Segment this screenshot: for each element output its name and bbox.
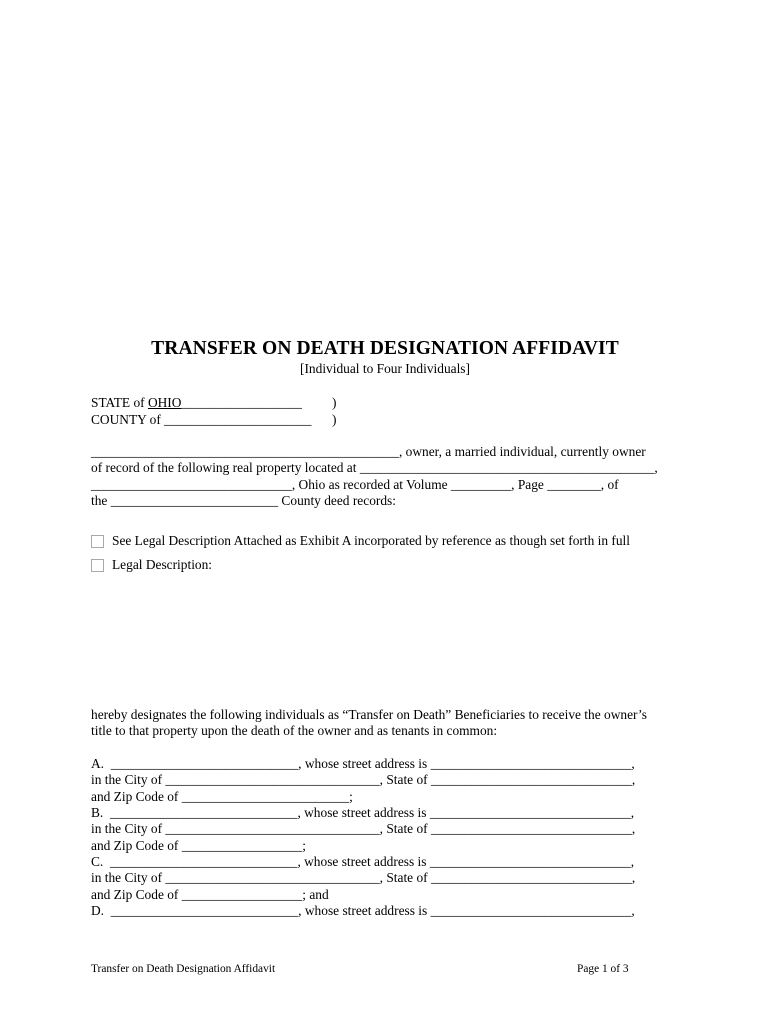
footer-title: Transfer on Death Designation Affidavit <box>91 963 276 975</box>
beneficiary-a-zip[interactable]: and Zip Code of _________________________; <box>91 789 353 804</box>
state-line <box>91 395 302 411</box>
state-value: OHIO <box>147 395 182 410</box>
legal-description-checkbox[interactable] <box>91 559 104 572</box>
designation-line-2: title to that property upon the death of the owner and as tenants in common: <box>91 723 498 738</box>
county-line[interactable]: COUNTY of ______________________ <box>91 412 312 427</box>
exhibit-label: See Legal Description Attached as Exhibit A incorporated by reference as though set forth in full <box>112 533 630 548</box>
county-paren: ) <box>332 412 337 427</box>
beneficiary-c-city[interactable]: in the City of ________________________________, State of ______________________________, <box>91 870 636 885</box>
document-title: TRANSFER ON DEATH DESIGNATION AFFIDAVIT <box>151 338 619 359</box>
page-number: Page 1 of 3 <box>577 963 629 975</box>
state-paren: ) <box>332 395 337 410</box>
owner-line-3[interactable]: ______________________________, Ohio as recorded at Volume _________, Page ________, of <box>91 477 619 492</box>
beneficiary-d-name[interactable]: D. ____________________________, whose street address is ______________________________, <box>91 903 635 918</box>
exhibit-checkbox[interactable] <box>91 535 104 548</box>
exhibit-option <box>91 533 630 549</box>
owner-line-4[interactable]: the _________________________ County deed records: <box>91 493 396 508</box>
beneficiary-b-zip[interactable]: and Zip Code of __________________; <box>91 838 306 853</box>
legal-description-option <box>91 557 212 573</box>
state-prefix: STATE of <box>91 395 148 410</box>
owner-line-1[interactable]: ______________________________________________, owner, a married individual, currently owner <box>91 444 646 459</box>
beneficiary-b-city[interactable]: in the City of ________________________________, State of ______________________________, <box>91 821 636 836</box>
beneficiary-b-name[interactable]: B. ____________________________, whose street address is ______________________________, <box>91 805 635 820</box>
designation-line-1: hereby designates the following individuals as “Transfer on Death” Beneficiaries to receive the owner’s <box>91 707 647 722</box>
state-blank[interactable]: __________________ <box>181 395 302 410</box>
beneficiary-a-name[interactable]: A. ____________________________, whose street address is ______________________________, <box>91 756 635 771</box>
beneficiary-a-city[interactable]: in the City of ________________________________, State of ______________________________, <box>91 772 636 787</box>
beneficiary-c-zip[interactable]: and Zip Code of __________________; and <box>91 887 329 902</box>
beneficiary-c-name[interactable]: C. ____________________________, whose street address is ______________________________, <box>91 854 635 869</box>
legal-description-label: Legal Description: <box>112 557 213 572</box>
owner-line-2[interactable]: of record of the following real property located at ____________________________________________, <box>91 460 658 475</box>
document-subtitle: [Individual to Four Individuals] <box>300 361 470 376</box>
